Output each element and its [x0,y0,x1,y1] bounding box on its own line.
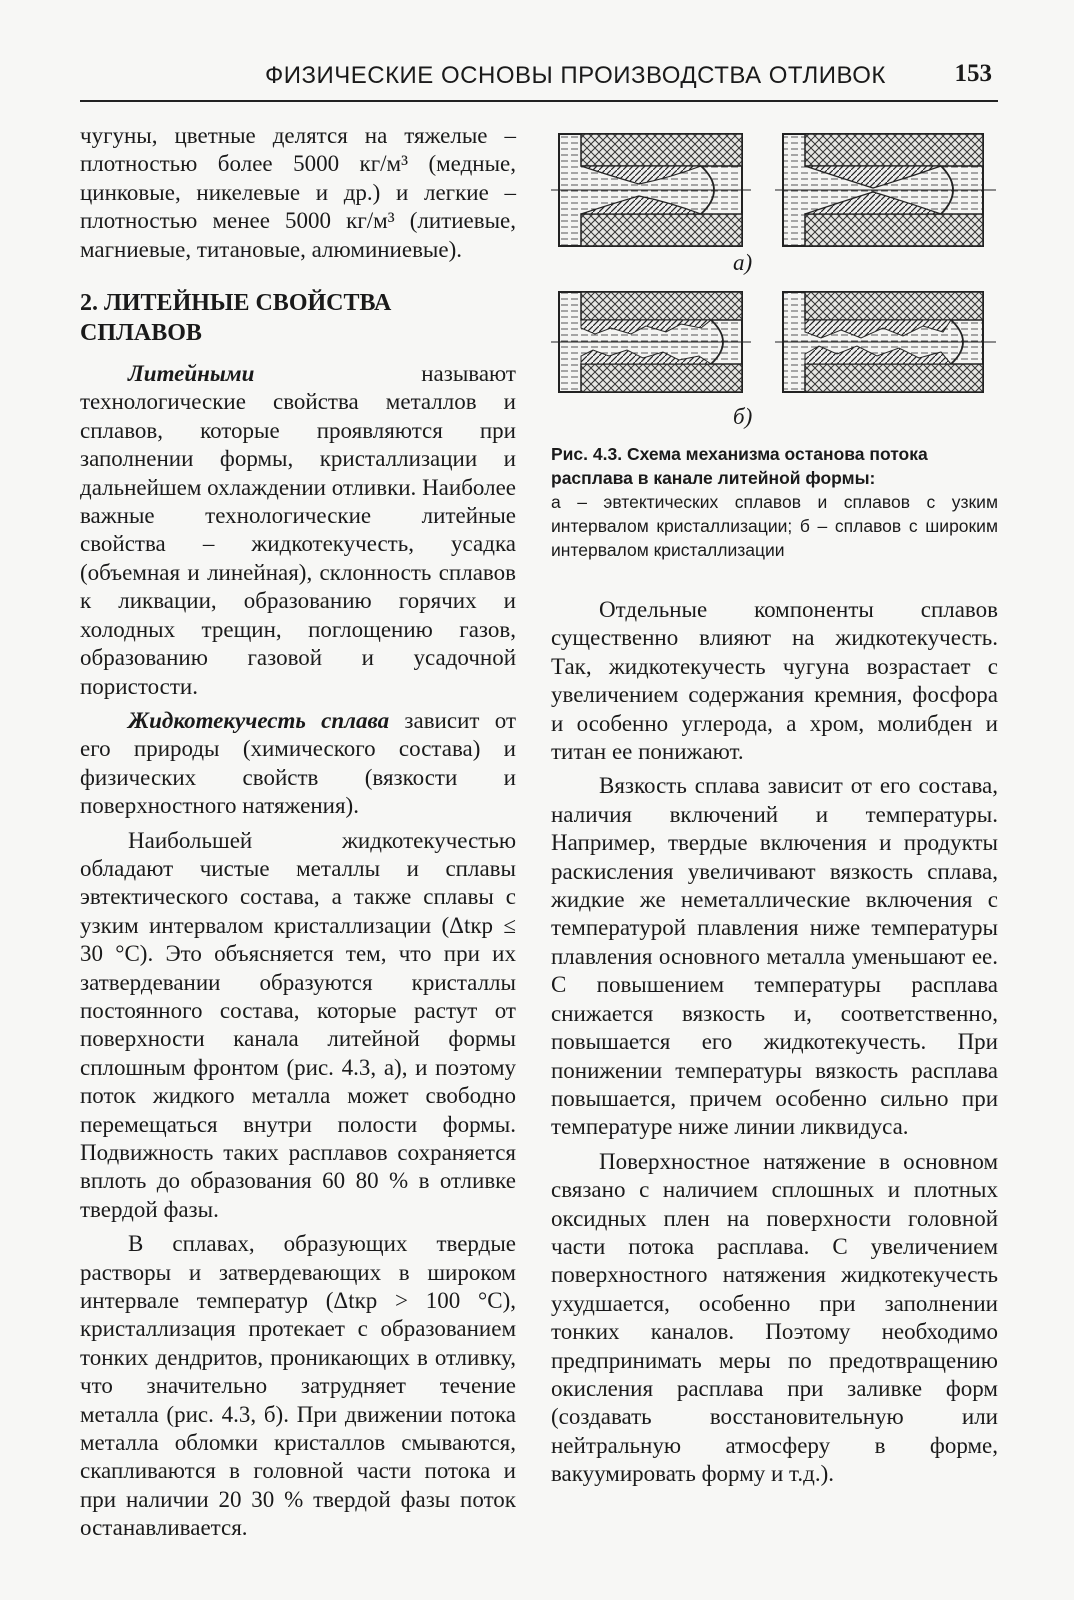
running-title: ФИЗИЧЕСКИЕ ОСНОВЫ ПРОИЗВОДСТВА ОТЛИВОК [265,62,886,89]
paragraph-casting-properties-text: называют технологические свойства металлов и сплавов, которые проявляются при заполнении формы, кристаллизации и дальнейшем охлаждении отливки. Наиболее важные технологические литейные свойства – жидкотекучесть, усадка (объемная и линейная), склонность сплавов к ликвации, образованию горячих и холодных трещин, поглощению газов, образованию газовой и усадочной пористости. [80,361,516,699]
page-number: 153 [954,60,992,87]
section-title-line-1: 2. ЛИТЕЙНЫЕ СВОЙСТВА [80,290,392,317]
figure-caption [551,442,998,562]
figure-4-3 [551,128,998,438]
paragraph-fluidity-text: зависит от его природы (химического состава) и физических свойств (вязкости и поверхностного натяжения). [80,707,516,819]
paragraph-pure-metals: Наибольшей жидкотекучестью обладают чистые металлы и сплавы эвтектического состава, а также сплавы с узким интервалом кристаллизации (Δtкр ≤ 30 °С). Это объясняется тем, что при их затвердевании образуются кристаллы постоянного состава, которые растут от поверхности канала литейной формы сплошным фронтом (рис. 4.3, а), и поэтому поток жидкого металла может свободно перемещаться внутри полости формы. Подвижность таких расплавов сохраняется вплоть до образования 60 80 % в отливке твердой фазы. [80,827,516,1222]
figure-caption-body: а – эвтектических сплавов и сплавов с узким интервалом кристаллизации; б – сплавов с широким интервалом кристаллизации [551,492,998,560]
paragraph-fluidity [80,707,516,821]
term-casting: Литейными [128,361,255,387]
panel-b-right [775,292,996,392]
page-header [80,60,998,102]
term-fluidity: Жидкотекучесть сплава [128,707,390,733]
left-column [80,122,516,1543]
paragraph-components: Отдельные компоненты сплавов существенно влияют на жидкотекучесть. Так, жидкотекучесть чугуна возрастает с увеличением содержания кремния, фосфора и особенно углерода, а хром, молибден и титан ее понижают. [551,597,998,765]
paragraph-casting-properties [80,360,516,701]
paragraph-solid-solutions: В сплавах, образующих твердые растворы и затвердевающих в широком интервале температур (Δtкр > 100 °С), кристаллизация протекает с образованием тонких дендритов, проникающих в отливку, что значительно затрудняет течение металла (рис. 4.3, б). При движении потока металла обломки кристаллов смываются, скапливаются в головной части потока и при наличии 20 30 % твердой фазы поток останавливается. [80,1231,516,1541]
paragraph-viscosity: Вязкость сплава зависит от его состава, наличия включений и температуры. Например, твердые включения и продукты раскисления увеличивают вязкость сплава, жидкие же неметаллические включения с температурой плавления ниже температуры плавления основного металла уменьшают ее. С повышением температуры расплава снижается вязкость и, соответственно, повышается его жидкотекучесть. При понижении температуры вязкость расплава повышается, причем особенно сильно при температуре ниже линии ликвидуса. [551,773,998,1140]
right-column [551,596,998,1489]
figure-caption-title: Рис. 4.3. Схема механизма останова потока расплава в канале литейной формы: [551,444,928,488]
paragraph-alloy-density: чугуны, цветные делятся на тяжелые – плотностью более 5000 кг/м³ (медные, цинковые, никелевые и др.) и легкие – плотностью менее 5000 кг/м³ (литиевые, магниевые, титановые, алюминиевые). [80,123,516,262]
figure-label-a: а) [733,250,753,275]
figure-label-b: б) [733,404,753,429]
figure-diagram [551,128,998,438]
panel-a-left [551,134,751,246]
section-title [80,288,516,348]
panel-a-right [775,134,996,246]
section-title-line-2: СПЛАВОВ [80,320,202,347]
paragraph-surface-tension: Поверхностное натяжение в основном связано с наличием сплошных и плотных оксидных плен на поверхности головной части потока расплава. С увеличением поверхностного натяжения жидкотекучесть ухудшается, особенно при заполнении тонких каналов. Поэтому необходимо предпринимать меры по предотвращению окисления расплава при заливке форм (создавать восстановительную или нейтральную атмосферу в форме, вакуумировать форму и т.д.). [551,1148,998,1487]
panel-b-left [551,292,751,392]
